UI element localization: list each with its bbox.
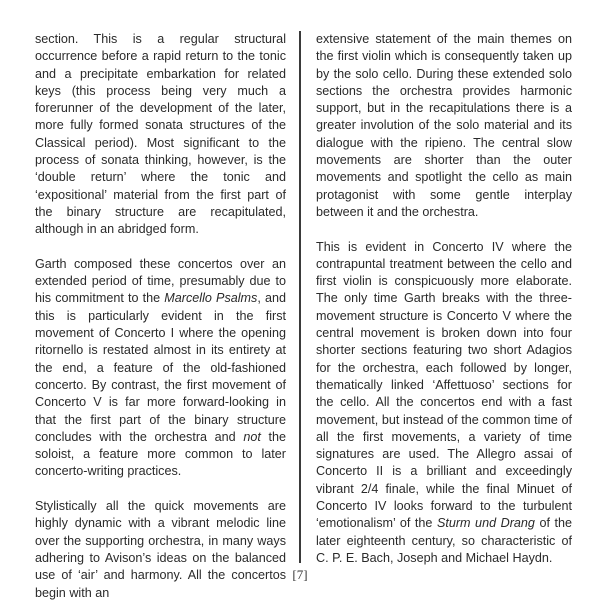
- paragraph: [316, 31, 572, 221]
- text-segment: Garth composed these concertos over an extended period of time, presumably due to his commitment to the: [35, 256, 286, 306]
- work-title: Marcello Psalms: [164, 291, 258, 306]
- emphasis: not: [243, 429, 261, 444]
- paragraph: [35, 256, 286, 481]
- text-segment: of the later eighteenth century, so characteristic of C. P. E. Bach, Joseph and Michael Haydn.: [316, 516, 573, 565]
- text-segment: Stylistically all the quick movements are highly dynamic with a vibrant melodic line over the supporting orchestra, in many ways adhering to Avison’s ideas on the balanced use of ‘air’ and harmony. All the concertos begin with an: [35, 499, 286, 600]
- column-divider: [299, 31, 301, 563]
- text-segment: the soloist, a feature more common to later concerto-writing practices.: [35, 429, 286, 479]
- left-column: [35, 31, 286, 602]
- paragraph: [35, 498, 286, 602]
- paragraph: [35, 31, 286, 239]
- text-segment: , and this is particularly evident in the first movement of Concerto I where the opening ritornello is restated almost in its entirety at the end, a feature of the old-fashioned concerto. By contrast, the first movement of Concerto V is far more forward-looking in that the first part of the binary structure concludes with the orchestra and: [35, 291, 286, 444]
- right-column: [316, 31, 572, 567]
- movement-name: Sturm und Drang: [436, 516, 535, 531]
- paragraph: [316, 239, 572, 568]
- text-segment: section. This is a regular structural occurrence before a rapid return to the tonic and a precipitate embarkation for related keys (this process being very much a forerunner of the development of the later, more fully formed sonata structures of the Classical period). Most significant to the process of sonata thinking, however, is the ‘double return’ where the tonic and ‘expositional’ material from the first part of the binary structure are recapitulated, although in an abridged form.: [35, 32, 286, 237]
- page-number: [7]: [292, 567, 308, 582]
- text-segment: This is evident in Concerto IV where the contrapuntal treatment between the cello and first violin is conspicuously more elaborate. The only time Garth breaks with the three-movement structure is Concerto V where the central movement is broken down into four shorter sections featuring two short Adagios for the orchestra, each followed by longer, thematically linked ‘Affettuoso’ sections for the cello. All the concertos end with a fast movement, but instead of the common time of all the first movements, a variety of time signatures are used. The Allegro assai of Concerto II is a brilliant and exceedingly vibrant 2/4 finale, while the final Minuet of Concerto IV looks forward to the turbulent ‘emotionalism’ of the: [316, 239, 572, 531]
- text-segment: extensive statement of the main themes on the first violin which is consequently taken up by the solo cello. During these extended solo sections the orchestra provides harmonic support, but in the recapitulations there is a greater involution of the solo material and its dialogue with the ripieno. The central slow movements are shorter than the outer movements and spotlight the cello as main protagonist with some gentle interplay between it and the orchestra.: [316, 32, 572, 219]
